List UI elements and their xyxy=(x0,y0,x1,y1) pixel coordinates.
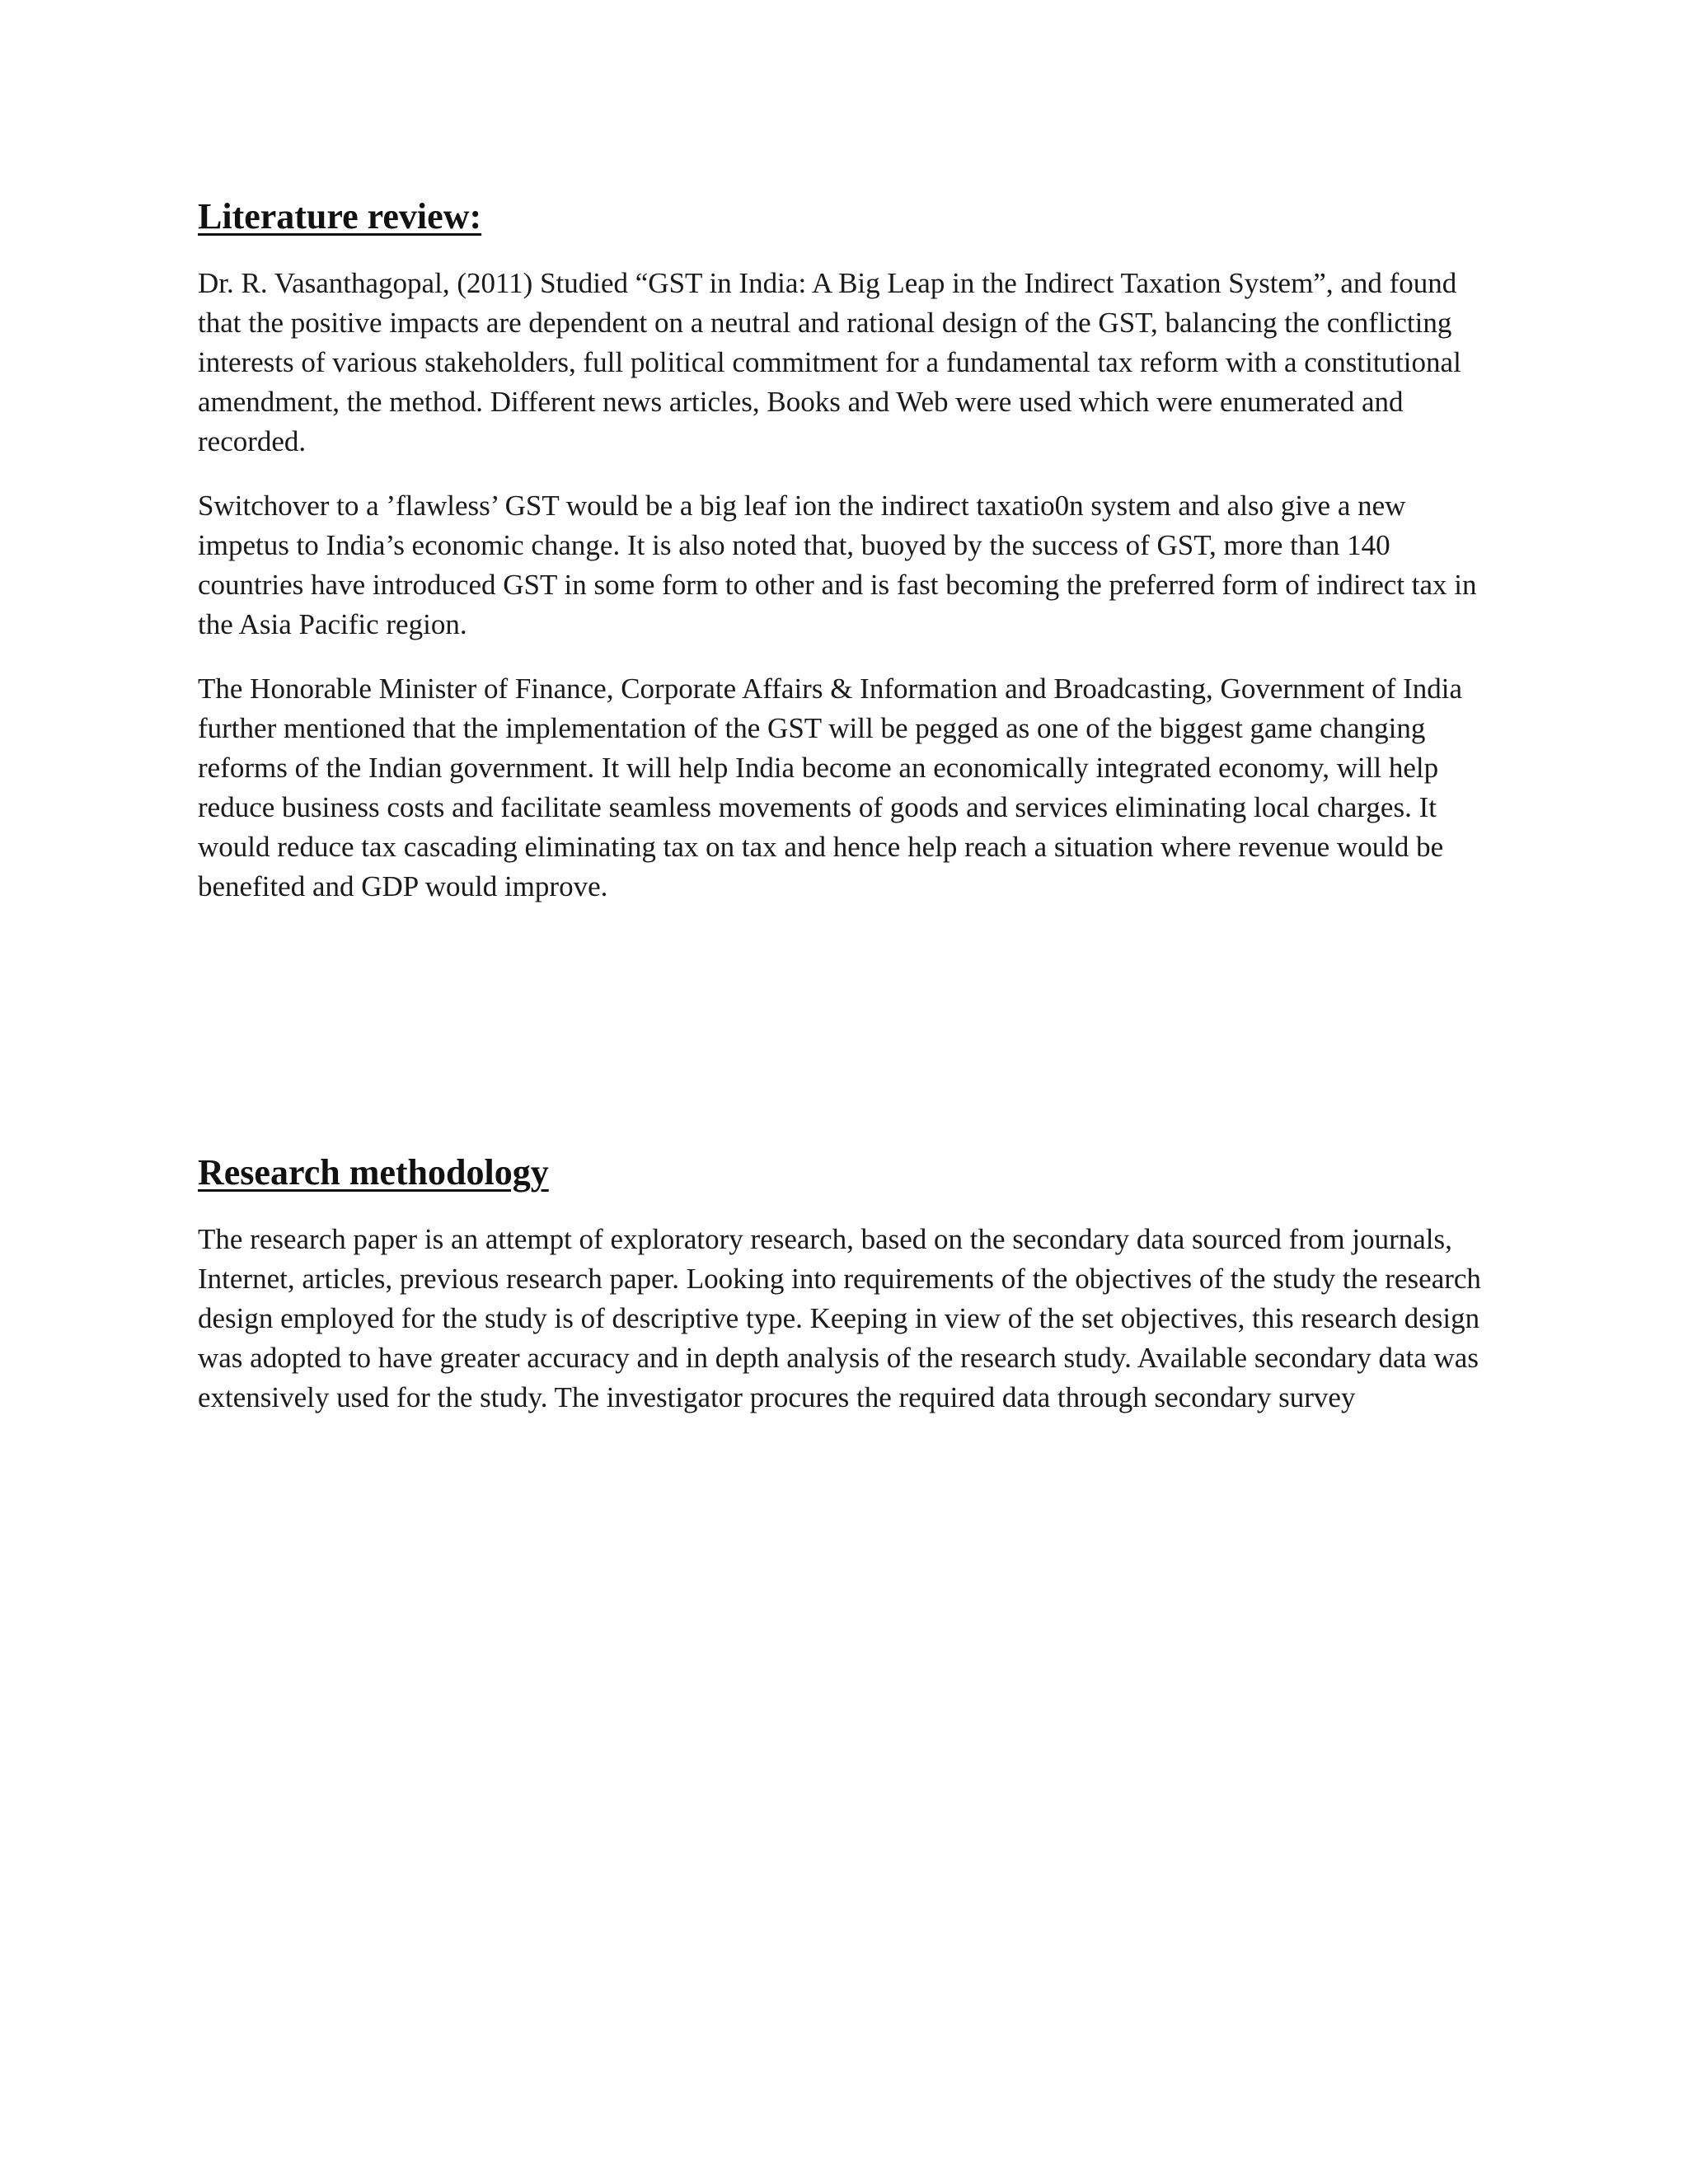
research-methodology-heading: Research methodology xyxy=(198,1152,549,1193)
literature-review-paragraph-2: Switchover to a ’flawless’ GST would be a big leaf ion the indirect taxatio0n system and also give a new impetus to India’s economic change. It is also noted that, buoyed by the success of GST, more than 140 countries have introduced GST in some form to other and is fast becoming the preferred form of indirect tax in the Asia Pacific region. xyxy=(198,490,1477,640)
research-methodology-paragraph-1: The research paper is an attempt of exploratory research, based on the secondary data sourced from journals, Internet, articles, previous research paper. Looking into requirements of the objectives of the study the research design employed for the study is of descriptive type. Keeping in view of the set objectives, this research design was adopted to have greater accuracy and in depth analysis of the research study. Available secondary data was extensively used for the study. The investigator procures the required data through secondary survey xyxy=(198,1223,1481,1413)
literature-review-section xyxy=(198,191,1484,931)
literature-review-paragraph-3: The Honorable Minister of Finance, Corporate Affairs & Information and Broadcasting, Government of India further mentioned that the implementation of the GST will be pegged as one of the biggest game changing reforms of the Indian government. It will help India become an economically integrated economy, will help reduce business costs and facilitate seamless movements of goods and services eliminating local charges. It would reduce tax cascading eliminating tax on tax and hence help reach a situation where revenue would be benefited and GDP would improve. xyxy=(198,673,1463,902)
research-methodology-section xyxy=(198,1147,1484,1442)
literature-review-paragraph-1: Dr. R. Vasanthagopal, (2011) Studied “GST in India: A Big Leap in the Indirect Taxation System”, and found that the positive impacts are dependent on a neutral and rational design of the GST, balancing the conflicting interests of various stakeholders, full political commitment for a fundamental tax reform with a constitutional amendment, the method. Different news articles, Books and Web were used which were enumerated and recorded. xyxy=(198,267,1461,457)
literature-review-heading: Literature review: xyxy=(198,196,482,237)
